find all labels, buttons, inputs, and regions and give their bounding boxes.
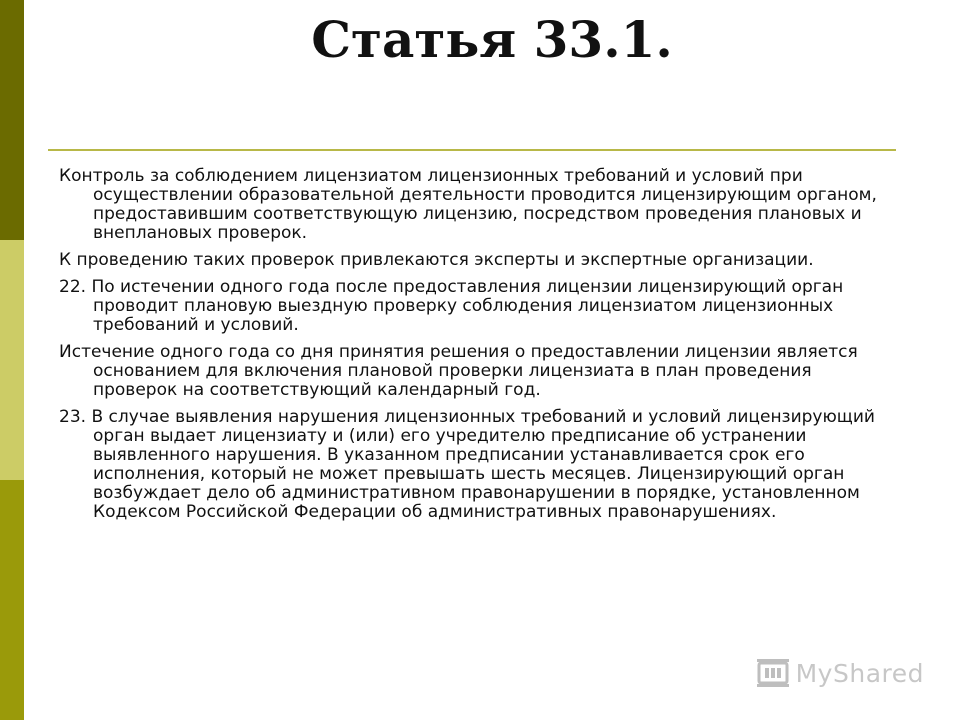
paragraph-5: 23. В случае выявления нарушения лицензионных требований и условий лицензирующий орган выдает лицензиату и (или) его учредителю предписание об устранении выявленного нарушения. В указанном предписании устанавливается срок его исполнения, который не может превышать шесть месяцев. Лицензирующий орган возбуждает дело об административном правонарушении в порядке, установленном Кодексом Российской Федерации об административных правонарушениях. (59, 407, 875, 522)
watermark (756, 656, 924, 690)
paragraph-2: К проведению таких проверок привлекаются эксперты и экспертные организации. (59, 250, 814, 270)
paragraph-1: Контроль за соблюдением лицензиатом лицензионных требований и условий при осуществлении образовательной деятельности проводится лицензирующим органом, предоставившим соответствующую лицензию, посредством проведения плановых и внеплановых проверок. (59, 166, 877, 243)
paragraph-3: 22. По истечении одного года после предоставления лицензии лицензирующий орган проводит плановую выездную проверку соблюдения лицензиатом лицензионных требований и условий. (59, 277, 844, 335)
side-bar-top (0, 0, 24, 240)
slide-body (59, 167, 899, 530)
title-divider (48, 149, 896, 151)
side-bar-bottom (0, 480, 24, 720)
slide-title: Статья 33.1. (311, 10, 673, 69)
watermark-text: MyShared (795, 658, 924, 688)
paragraph-4: Истечение одного года со дня принятия решения о предоставлении лицензии является основанием для включения плановой проверки лицензиата в план проведения проверок на соответствующий календарный год. (59, 342, 858, 400)
side-bar-middle (0, 240, 24, 480)
myshared-logo-icon (756, 656, 790, 690)
